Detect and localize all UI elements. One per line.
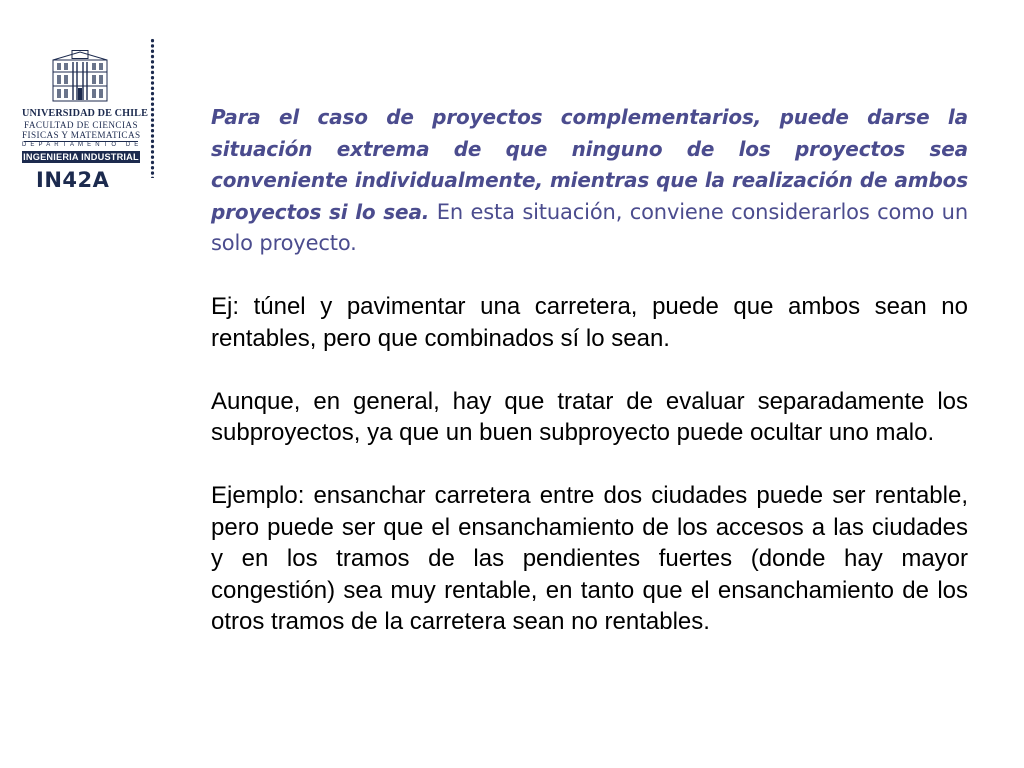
intro-emphasis: Para el caso de proyectos complementarios, puede darse la situación extrema de que ninguno de los proyectos sea conveniente individualmente, mientras que la realización de ambos proyectos si lo sea. <box>211 105 968 224</box>
example-paragraph-1: Ej: túnel y pavimentar una carretera, puede que ambos sean no rentables, pero que combinados sí lo sean. <box>211 293 968 352</box>
dotted-separator <box>150 38 155 178</box>
example-paragraph-2: Ejemplo: ensanchar carretera entre dos ciudades puede ser rentable, pero puede ser que el ensanchamiento de los accesos a las ciudades y en los tramos de las pendientes fuertes (donde hay mayor congestión) sea muy rentable, en tanto que el ensanchamiento de los otros tramos de la carretera sean no rentables. <box>211 482 968 635</box>
faculty-name-line-1: FACULTAD DE CIENCIAS <box>24 120 138 130</box>
course-code: IN42A <box>36 168 110 192</box>
university-building-icon <box>52 50 108 102</box>
slide-content <box>211 102 968 638</box>
general-note-paragraph: Aunque, en general, hay que tratar de evaluar separadamente los subproyectos, ya que un buen subproyecto puede ocultar uno malo. <box>211 387 968 446</box>
intro-rest: En esta situación, conviene considerarlos como un solo proyecto. <box>211 199 969 255</box>
faculty-name-line-2: FISICAS Y MATEMATICAS <box>22 130 141 140</box>
intro-paragraph <box>211 102 968 260</box>
university-name: UNIVERSIDAD DE CHILE <box>22 108 148 119</box>
department-label: DEPARTAMENTO DE <box>22 142 143 148</box>
department-name: INGENIERIA INDUSTRIAL <box>23 152 139 162</box>
